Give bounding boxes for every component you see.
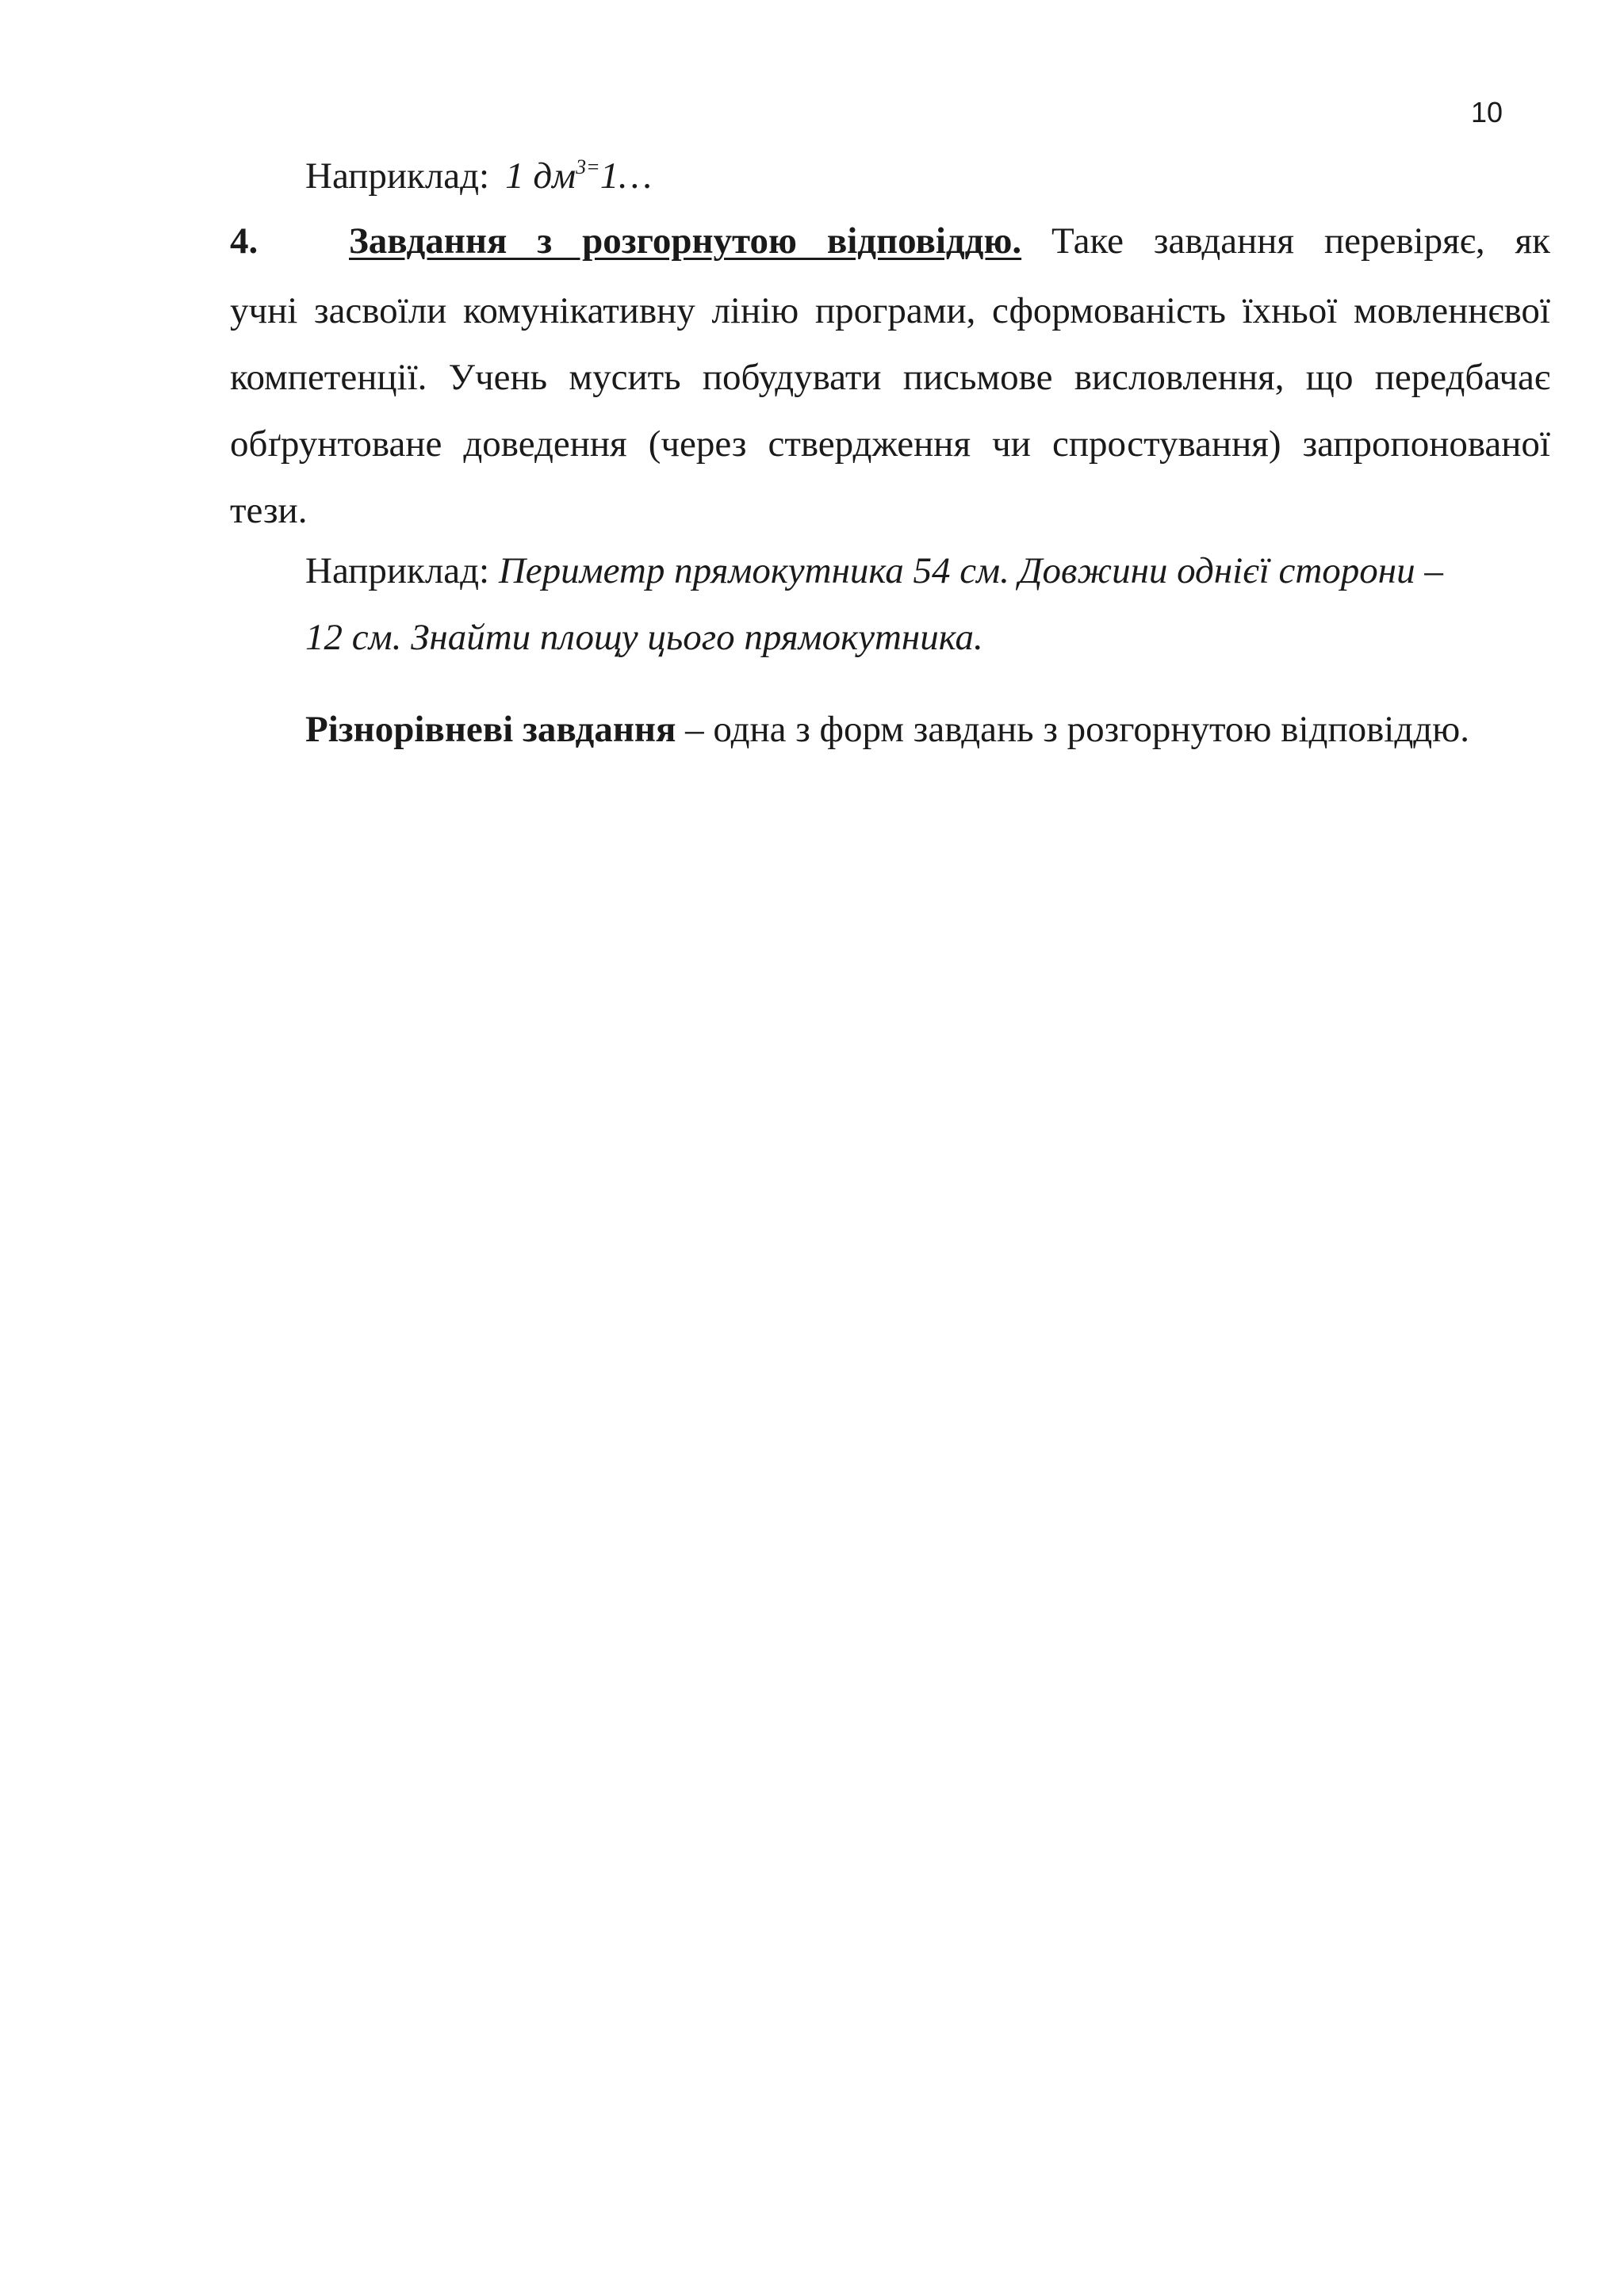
- page-number: 10: [1471, 96, 1503, 128]
- formula-sup: 3=: [576, 155, 600, 178]
- example-2-label: Наприклад:: [305, 550, 499, 591]
- example-2-text-1: Периметр прямокутника 54 см. Довжини однієї сторони –: [498, 550, 1443, 591]
- final-term: Різнорівневі завдання: [305, 709, 676, 750]
- formula-before: 1 дм: [505, 155, 576, 197]
- example-2-line-1: [305, 547, 1443, 595]
- example-2-line-2: 12 см. Знайти площу цього прямокутника.: [305, 617, 983, 658]
- item-4-line-1: [230, 217, 1550, 265]
- example-1-label: Наприклад:: [305, 155, 490, 197]
- item-4-line-4: обґрунтоване доведення (через ствердження чи спростування) запропонованої: [230, 423, 1550, 465]
- example-1: [305, 152, 652, 200]
- item-4-line-2: учні засвоїли комунікативну лінію програми, сформованість їхньої мовленнєвої: [230, 290, 1550, 331]
- item-4-line-1-rest: Таке завдання перевіряє, як: [1021, 220, 1550, 262]
- final-paragraph: [305, 706, 1469, 753]
- item-4-line-3: компетенції. Учень мусить побудувати письмове висловлення, що передбачає: [230, 357, 1550, 398]
- item-4-title: Завдання з розгорнутою відповіддю.: [349, 220, 1022, 262]
- item-4-number: 4.: [230, 220, 259, 262]
- formula-after: 1…: [599, 155, 652, 197]
- final-rest: – одна з форм завдань з розгорнутою відповіддю.: [676, 709, 1470, 750]
- item-4-line-5: тези.: [230, 490, 308, 531]
- example-1-formula: [505, 155, 652, 197]
